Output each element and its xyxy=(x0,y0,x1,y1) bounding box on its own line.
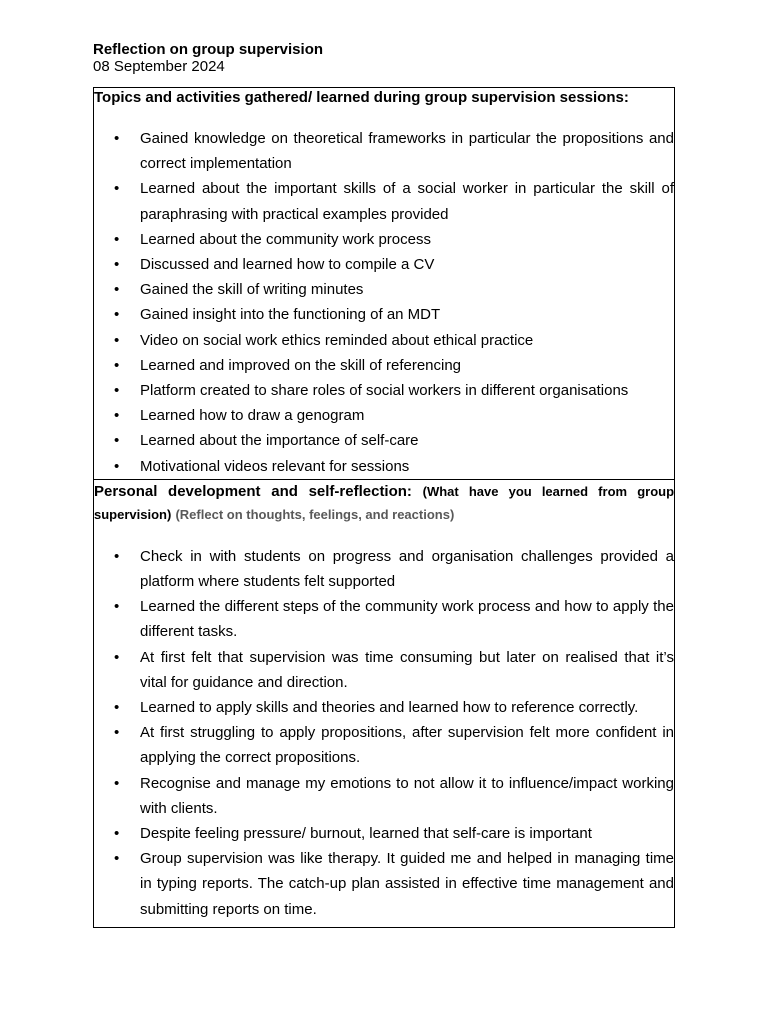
bullet-icon: • xyxy=(114,281,120,299)
list-item-text: Learned how to draw a genogram xyxy=(140,407,365,425)
list-item xyxy=(94,846,674,922)
list-item xyxy=(94,594,674,644)
bullet-icon: • xyxy=(114,547,120,565)
list-item-text: Learned and improved on the skill of referencing xyxy=(140,356,462,374)
bullet-icon: • xyxy=(114,230,120,248)
list-item-text: Video on social work ethics reminded about ethical practice xyxy=(140,331,534,349)
list-item xyxy=(94,403,674,428)
personal-development-heading xyxy=(94,480,674,526)
bullet-icon: • xyxy=(114,457,120,475)
bullet-icon: • xyxy=(114,850,120,868)
bullet-icon: • xyxy=(114,724,120,742)
list-item xyxy=(94,328,674,353)
bullet-icon: • xyxy=(114,130,120,147)
bullet-icon: • xyxy=(114,407,120,425)
topics-list xyxy=(94,108,674,479)
list-item xyxy=(94,378,674,403)
personal-development-hint: (Reflect on thoughts, feelings, and reactions) xyxy=(175,506,455,522)
list-item-text: Check in with students on progress and organisation challenges provided a platform where students felt supported xyxy=(140,547,674,591)
list-item xyxy=(94,695,674,720)
list-item-text: Discussed and learned how to compile a CV xyxy=(140,256,435,274)
list-item-text: Learned to apply skills and theories and learned how to reference correctly. xyxy=(140,699,639,717)
document-title: Reflection on group supervision xyxy=(93,41,324,58)
bullet-icon: • xyxy=(114,699,120,717)
list-item-text: Gained the skill of writing minutes xyxy=(140,281,364,299)
list-item xyxy=(94,821,674,846)
list-item xyxy=(94,227,674,252)
list-item xyxy=(94,771,674,821)
personal-development-list xyxy=(94,526,674,927)
list-item-text: Platform created to share roles of social workers in different organisations xyxy=(140,382,629,400)
list-item-text: Despite feeling pressure/ burnout, learned that self-care is important xyxy=(140,825,592,843)
list-item-text: At first felt that supervision was time consuming but later on realised that it’s vital for guidance and direction. xyxy=(140,648,674,691)
document-header xyxy=(93,41,323,75)
list-item-text: Learned about the community work process xyxy=(140,230,431,248)
personal-development-question: (What have you learned from group supervision) xyxy=(94,483,675,522)
list-item-text: Learned about the importance of self-care xyxy=(140,432,419,450)
topics-heading: Topics and activities gathered/ learned during group supervision sessions: xyxy=(94,89,629,106)
reflection-table xyxy=(93,87,675,928)
list-item xyxy=(94,645,674,695)
bullet-icon: • xyxy=(114,256,120,274)
bullet-icon: • xyxy=(114,382,120,400)
list-item xyxy=(94,454,674,479)
list-item-text: Learned the different steps of the community work process and how to apply the different tasks. xyxy=(140,598,674,641)
list-item xyxy=(94,277,674,302)
document-date: 08 September 2024 xyxy=(93,58,225,75)
list-item-text: Group supervision was like therapy. It guided me and helped in managing time in typing reports. The catch-up plan assisted in effective time management and submitting reports on time. xyxy=(140,850,674,918)
list-item xyxy=(94,720,674,770)
bullet-icon: • xyxy=(114,356,120,374)
bullet-icon: • xyxy=(114,432,120,450)
list-item-text: Recognise and manage my emotions to not allow it to influence/impact working with clients. xyxy=(140,774,674,817)
personal-development-section xyxy=(94,479,674,927)
personal-development-heading-text: Personal development and self-reflection: xyxy=(94,482,412,500)
list-item-text: At first struggling to apply propositions, after supervision felt more confident in applying the correct propositions. xyxy=(140,724,674,767)
bullet-icon: • xyxy=(114,306,120,324)
list-item xyxy=(94,353,674,378)
bullet-icon: • xyxy=(114,598,120,616)
list-item-text: Motivational videos relevant for sessions xyxy=(140,457,410,475)
bullet-icon: • xyxy=(114,825,120,843)
list-item-text: Learned about the important skills of a social worker in particular the skill of paraphrasing with practical examples provided xyxy=(140,180,674,223)
list-item xyxy=(94,252,674,277)
list-item xyxy=(94,126,674,176)
bullet-icon: • xyxy=(114,774,120,792)
list-item-text: Gained knowledge on theoretical frameworks in particular the propositions and correct implementation xyxy=(140,130,674,173)
bullet-icon: • xyxy=(114,648,120,666)
bullet-icon: • xyxy=(114,331,120,349)
list-item xyxy=(94,428,674,453)
list-item xyxy=(94,302,674,327)
list-item xyxy=(94,176,674,226)
list-item xyxy=(94,544,674,594)
bullet-icon: • xyxy=(114,180,120,198)
topics-section xyxy=(94,88,674,479)
list-item-text: Gained insight into the functioning of an MDT xyxy=(140,306,441,324)
